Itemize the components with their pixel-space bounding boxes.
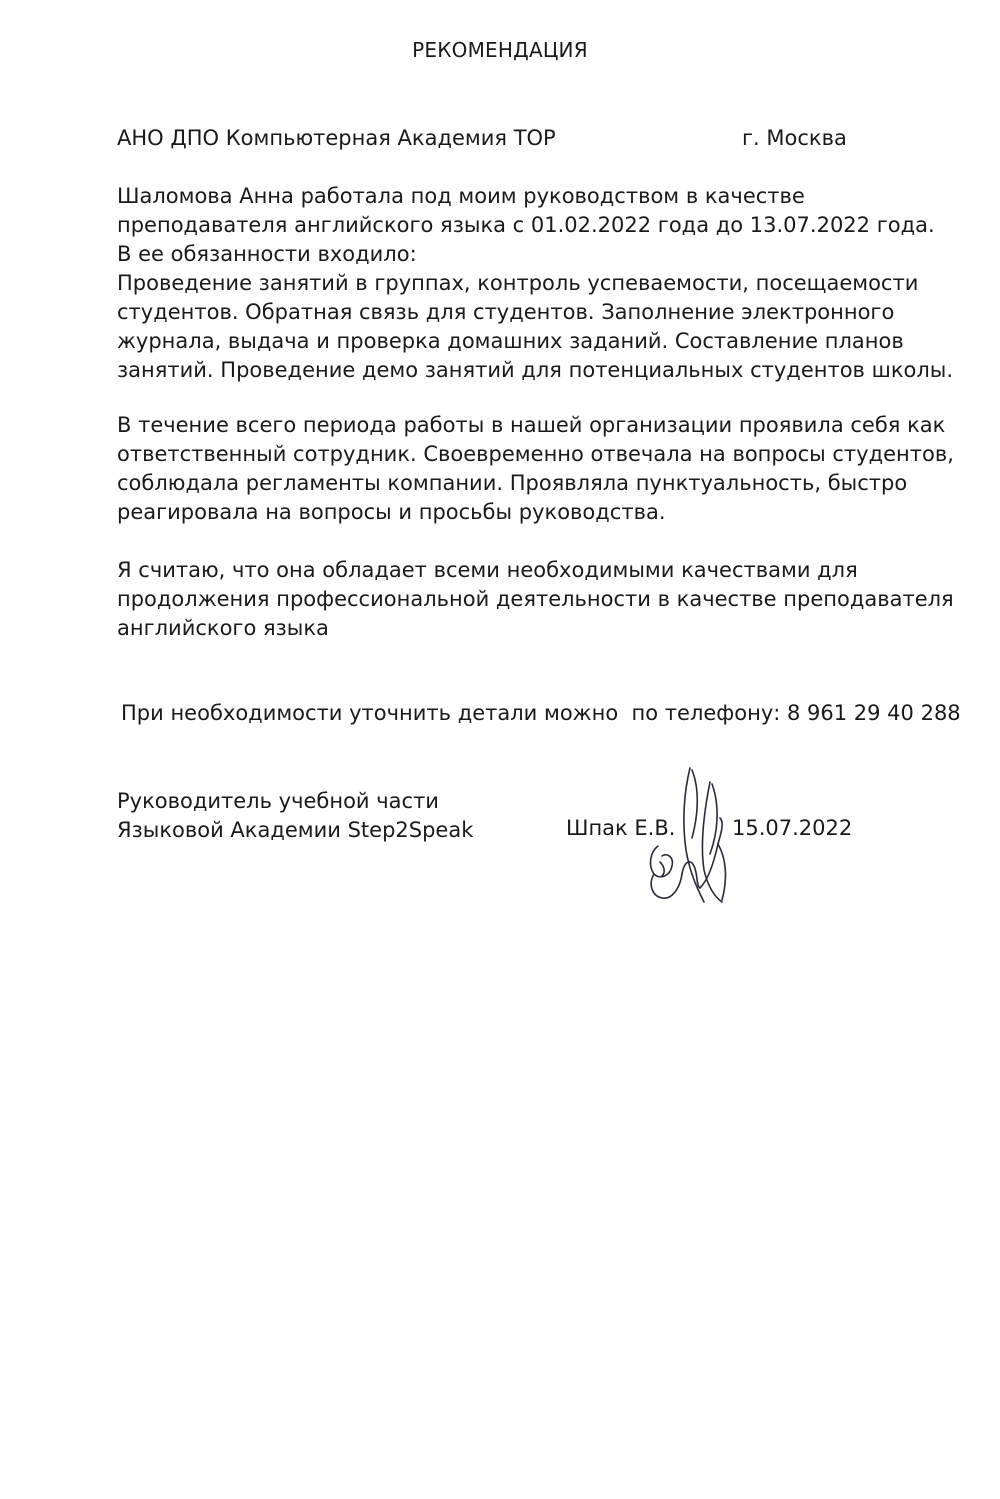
text-line: английского языка [117, 616, 329, 640]
text-line: студентов. Обратная связь для студентов. Заполнение электронного [117, 300, 895, 324]
signatory-role-line: Руководитель учебной части [117, 789, 439, 813]
signatory-role-line: Языковой Академии Step2Speak [117, 818, 474, 842]
text-line: журнала, выдача и проверка домашних заданий. Составление планов [117, 329, 904, 353]
text-line: реагировала на вопросы и просьбы руководства. [117, 500, 666, 524]
document-title: РЕКОМЕНДАЦИЯ [412, 38, 588, 62]
text-line: В течение всего периода работы в нашей организации проявила себя как [117, 413, 946, 437]
text-line: соблюдала регламенты компании. Проявляла пунктуальность, быстро [117, 471, 908, 495]
organization-name: АНО ДПО Компьютерная Академия ТОР [117, 126, 556, 150]
text-line: ответственный сотрудник. Своевременно отвечала на вопросы студентов, [117, 442, 954, 466]
text-line: занятий. Проведение демо занятий для потенциальных студентов школы. [117, 358, 954, 382]
text-line: Проведение занятий в группах, контроль успеваемости, посещаемости [117, 271, 919, 295]
text-line: В ее обязанности входило: [117, 242, 417, 266]
text-line: преподавателя английского языка с 01.02.2022 года до 13.07.2022 года. [117, 213, 935, 237]
text-line: продолжения профессиональной деятельности в качестве преподавателя [117, 587, 954, 611]
paragraph-duties [117, 182, 954, 385]
text-line: Шаломова Анна работала под моим руководством в качестве [117, 184, 805, 208]
signature-date: 15.07.2022 [732, 816, 853, 840]
text-line: Я считаю, что она обладает всеми необходимыми качествами для [117, 558, 858, 582]
paragraph-characteristics [117, 411, 954, 527]
contact-line: При необходимости уточнить детали можно по телефону: 8 961 29 40 288 [121, 701, 961, 725]
signatory-name: Шпак Е.В. [566, 816, 676, 840]
city-name: г. Москва [742, 126, 847, 150]
signatory-role [117, 787, 473, 845]
paragraph-conclusion [117, 556, 954, 643]
